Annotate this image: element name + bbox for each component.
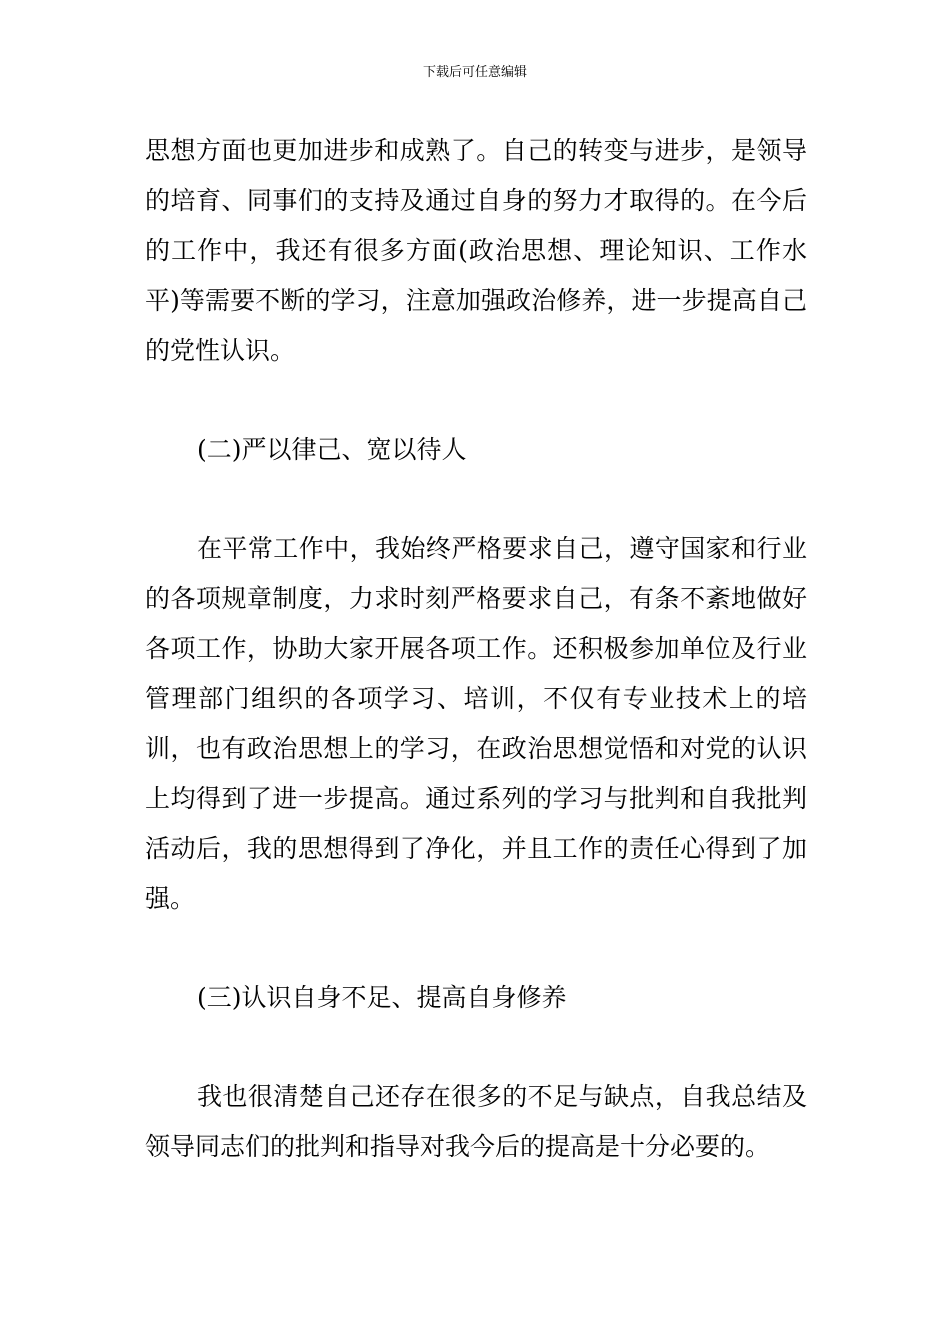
body-paragraph-2: 在平常工作中，我始终严格要求自己，遵守国家和行业的各项规章制度，力求时刻严格要求自己，有条不紊地做好各项工作，协助大家开展各项工作。还积极参加单位及行业管理部门组织的各项学习、培训，不仅有专业技术上的培训，也有政治思想上的学习，在政治思想觉悟和对党的认识上均得到了进一步提高。通过系列的学习与批判和自我批判活动后，我的思想得到了净化，并且工作的责任心得到了加强。	[145, 534, 807, 913]
body-paragraph-1: 思想方面也更加进步和成熟了。自己的转变与进步，是领导的培育、同事们的支持及通过自身的努力才取得的。在今后的工作中，我还有很多方面(政治思想、理论知识、工作水平)等需要不断的学习，注意加强政治修养，进一步提高自己的党性认识。	[145, 136, 807, 365]
page-header-note: 下载后可任意编辑	[422, 65, 527, 80]
section-heading-2: (二)严以律己、宽以待人	[197, 435, 467, 464]
section-heading-3: (三)认识自身不足、提高自身修养	[197, 983, 567, 1012]
body-paragraph-3: 我也很清楚自己还存在很多的不足与缺点，自我总结及领导同志们的批判和指导对我今后的提高是十分必要的。	[145, 1082, 807, 1161]
